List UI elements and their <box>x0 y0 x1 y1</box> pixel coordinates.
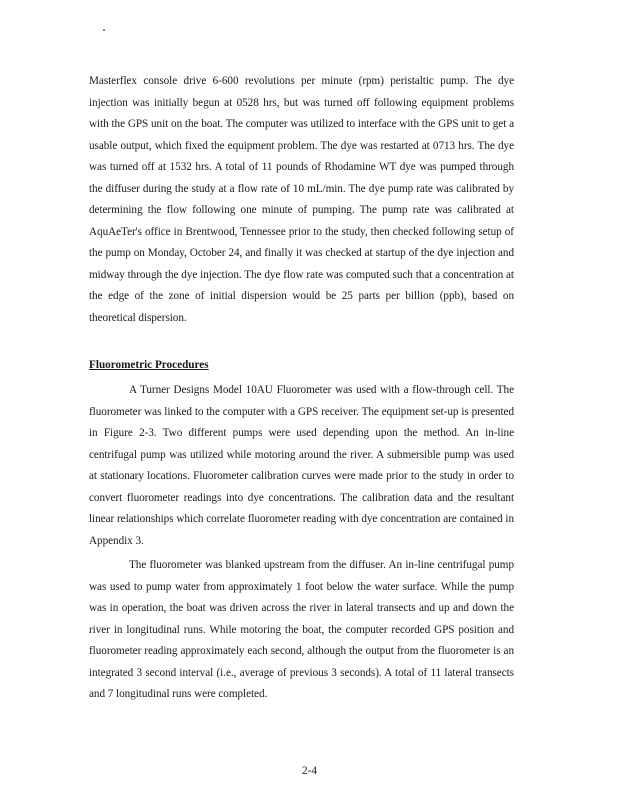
paragraph-dye-injection: Masterflex console drive 6-600 revolutions per minute (rpm) peristaltic pump. The dye injection was initially begun at 0528 hrs, but was turned off following equipment problems with the GPS unit on the boat. The computer was utilized to interface with the GPS unit to get a usable output, which fixed the equipment problem. The dye was restarted at 0713 hrs. The dye was turned off at 1532 hrs. A total of 11 pounds of Rhodamine WT dye was pumped through the diffuser during the study at a flow rate of 10 mL/min. The dye pump rate was calibrated by determining the flow following one minute of pumping. The pump rate was calibrated at AquAeTer's office in Brentwood, Tennessee prior to the study, then checked following setup of the pump on Monday, October 24, and finally it was checked at startup of the dye injection and midway through the dye injection. The dye flow rate was computed such that a concentration at the edge of the zone of initial dispersion would be 25 parts per billion (ppb), based on theoretical dispersion. <box>89 75 514 324</box>
page-number: 2-4 <box>302 765 317 777</box>
scan-speck <box>103 29 105 31</box>
section-heading-fluorometric-procedures: Fluorometric Procedures <box>89 359 209 371</box>
paragraph-fluorometer-procedure: The fluorometer was blanked upstream from the diffuser. An in-line centrifugal pump was used to pump water from approximately 1 foot below the water surface. While the pump was in operation, the boat was driven across the river in lateral transects and up and down the river in longitudinal runs. While motoring the boat, the computer recorded GPS position and fluorometer reading approximately each second, although the output from the fluorometer is an integrated 3 second interval (i.e., average of previous 3 seconds). A total of 11 lateral transects and 7 longitudinal runs were completed. <box>89 559 514 700</box>
paragraph-fluorometer-setup: A Turner Designs Model 10AU Fluorometer was used with a flow-through cell. The fluorometer was linked to the computer with a GPS receiver. The equipment set-up is presented in Figure 2-3. Two different pumps were used depending upon the method. An in-line centrifugal pump was utilized while motoring around the river. A submersible pump was used at stationary locations. Fluorometer calibration curves were made prior to the study in order to convert fluorometer readings into dye concentrations. The calibration data and the resultant linear relationships which correlate fluorometer reading with dye concentration are contained in Appendix 3. <box>89 384 514 547</box>
